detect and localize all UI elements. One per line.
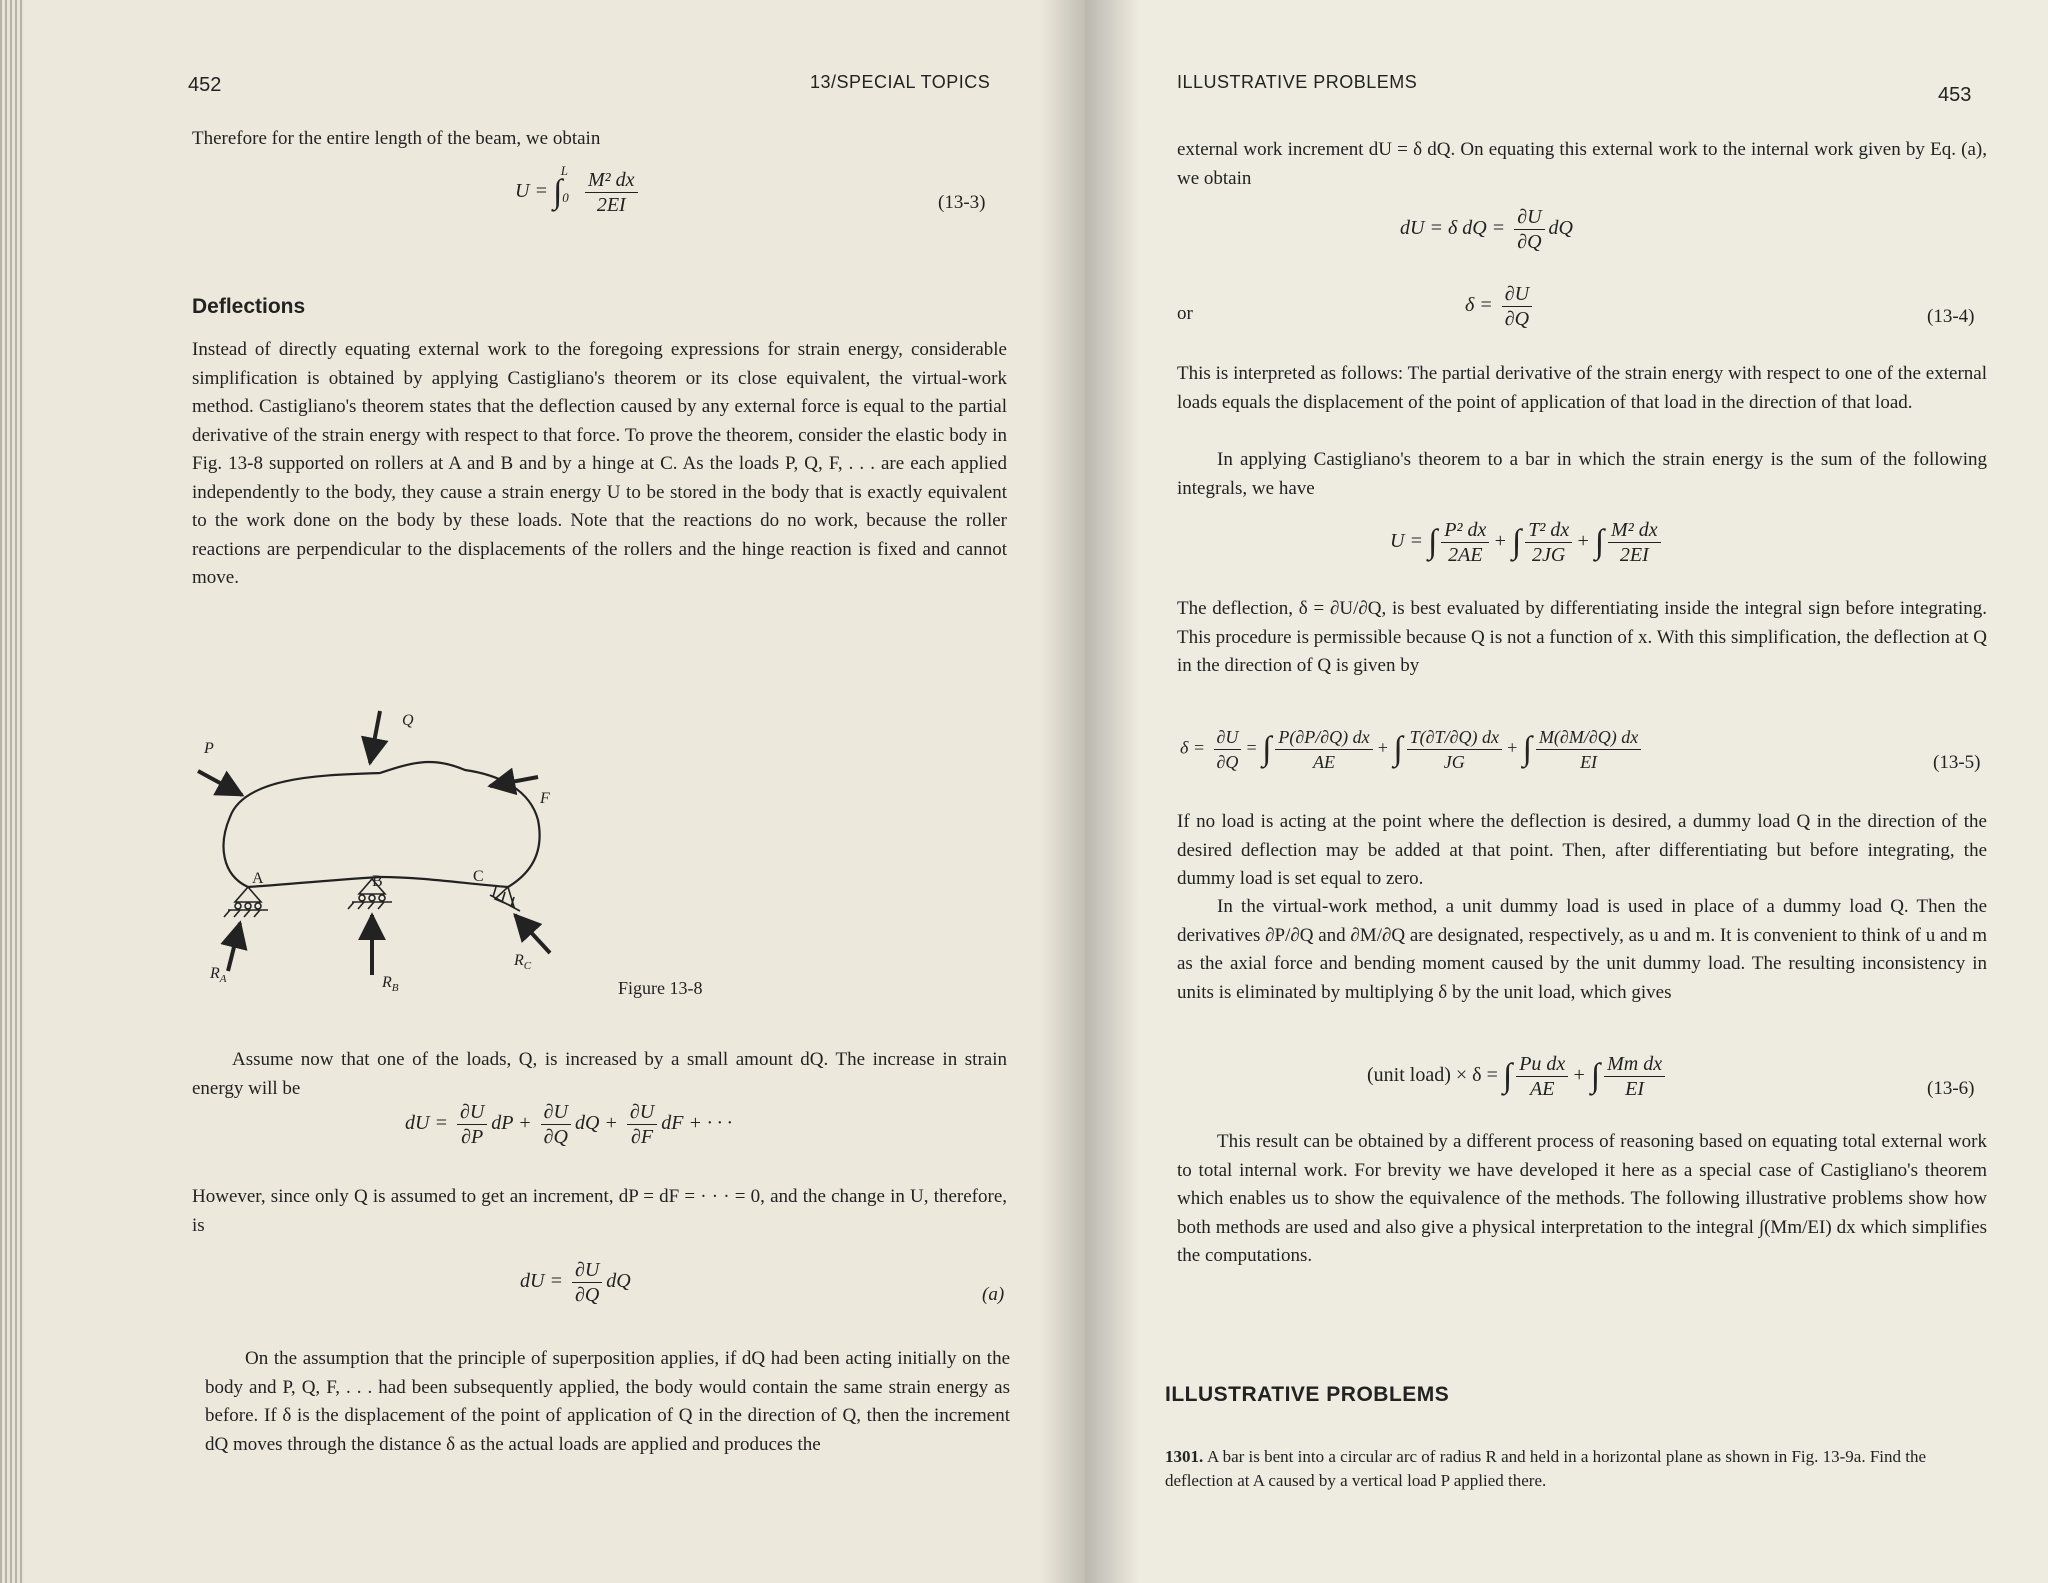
fraction <box>1516 1052 1568 1101</box>
page-number: 452 <box>188 74 222 96</box>
fraction <box>1407 725 1502 774</box>
fraction <box>1608 518 1661 567</box>
fraction <box>1514 205 1544 254</box>
numerator: M² dx <box>585 168 638 193</box>
equation-du-work <box>1400 205 1573 254</box>
denominator: ∂Q <box>1504 308 1530 330</box>
fraction <box>1536 725 1641 774</box>
eq-lhs: dU = <box>405 1112 448 1135</box>
problem-text: A bar is bent into a circular arc of radius R and held in a horizontal plane as shown in Fig. 13-9a. Find the deflection at A caused by a vertical load P applied there. <box>1165 1447 1927 1490</box>
applying-paragraph: In applying Castigliano's theorem to a bar in which the strain energy is the sum of the following integrals, we have <box>1177 449 1987 499</box>
continuation-paragraph: external work increment dU = δ dQ. On equating this external work to the internal work given by Eq. (a), we obtain <box>1177 139 1987 189</box>
eq-lhs: U = <box>1390 530 1423 553</box>
page-number: 453 <box>1938 84 1972 106</box>
denominator: AE <box>1530 1078 1555 1100</box>
fraction <box>1214 725 1242 774</box>
or-label: or <box>1177 303 1193 324</box>
numerator: M(∂M/∂Q) dx <box>1536 725 1641 750</box>
fraction <box>457 1100 487 1149</box>
roller-support-a <box>224 887 268 917</box>
eq-term: dQ + <box>574 1112 618 1135</box>
however-paragraph: However, since only Q is assumed to get an increment, dP = dF = · · · = 0, and the change in U, therefore, is <box>192 1186 1007 1236</box>
denominator: EI <box>1625 1078 1645 1100</box>
denominator: AE <box>1313 752 1336 772</box>
equation-number: (13-3) <box>938 192 986 213</box>
label-rb: $R_B$ <box>382 974 399 994</box>
fraction <box>1441 518 1489 567</box>
running-head: ILLUSTRATIVE PROBLEMS <box>1177 72 1418 92</box>
equation-number: (a) <box>982 1284 1005 1305</box>
numerator: ∂U <box>1502 282 1532 307</box>
eq-lhs: δ = <box>1465 294 1493 317</box>
equation-13-3 <box>515 163 642 217</box>
right-page <box>1085 0 2048 1583</box>
problem-1301 <box>1165 1445 1995 1493</box>
integral-sign: ∫ <box>552 173 563 211</box>
fraction <box>1604 1052 1665 1101</box>
equation-13-4 <box>1465 282 1536 331</box>
fraction <box>585 168 638 217</box>
equation-13-5: δ = $\frac{\partial U}{\partial Q}$ = ∫ $\frac{P(\partial P/\partial Q) dx}{AE}$ + ∫ $\frac{T(\partial T/\partial Q) dx}{JG}$ + ∫ $\frac{M(\partial M/\partial Q) dx}{EI}$ <box>1180 725 1645 774</box>
eq-lower-limit: 0 <box>562 190 569 206</box>
eq-lhs: δ = <box>1180 737 1206 758</box>
denominator: ∂Q <box>1216 752 1239 772</box>
figure-13-8 <box>190 695 610 1000</box>
numerator: ∂U <box>1214 725 1242 750</box>
virtual-work-paragraph: In the virtual-work method, a unit dummy load is used in place of a dummy load Q. Then the derivatives ∂P/∂Q and ∂M/∂Q are designated, respectively, as u and m. It is convenient to think of u and m as the axial force and bending moment caused by the unit dummy load. The resulting inconsistency in units is eliminated by multiplying δ by the unit load, which gives <box>1177 896 1987 1003</box>
figure-caption: Figure 13-8 <box>618 978 703 998</box>
page-edges <box>0 0 24 1583</box>
eq-lhs: dU = <box>520 1270 563 1293</box>
denominator: ∂P <box>461 1126 484 1148</box>
eq-term: dQ <box>606 1270 631 1293</box>
denominator: 2EI <box>1619 544 1649 566</box>
fraction <box>1525 518 1572 567</box>
equation-13-6: (unit load) × δ = ∫ $\frac{\text{Pu dx}}{AE}$ + ∫ $\frac{\text{Mm dx}}{EI}$ <box>1367 1052 1669 1101</box>
problem-number: 1301. <box>1165 1447 1204 1466</box>
section-heading: Deflections <box>192 295 306 318</box>
fraction <box>1275 725 1372 774</box>
eq-lhs: (unit load) × δ = <box>1367 1064 1498 1087</box>
label-f: F <box>540 790 550 807</box>
gutter-shadow <box>1085 0 1140 1583</box>
numerator: T² dx <box>1525 518 1572 543</box>
numerator: P(∂P/∂Q) dx <box>1275 725 1372 750</box>
dummy-load-paragraph: If no load is acting at the point where the deflection is desired, a dummy load Q in the direction of the desired deflection may be added at that point. Then, after differentiating but before integrating, the dummy load is set equal to zero. <box>1177 811 1987 889</box>
denominator: ∂F <box>631 1126 654 1148</box>
elastic-body-outline <box>224 762 540 887</box>
label-rc: $R_C$ <box>514 952 532 972</box>
eq-upper-limit: L <box>560 163 569 179</box>
deflections-paragraph: Instead of directly equating external work to the foregoing expressions for strain energy, considerable simplification is obtained by applying Castigliano's theorem or its close equivalent, the virtual-work method. Castigliano's theorem states that the deflection caused by any external force is equal to the partial derivative of the strain energy with respect to that force. To prove the theorem, consider the elastic body in Fig. 13-8 supported on rollers at A and B and by a hinge at C. As the loads P, Q, F, . . . are each applied independently to the body, they cause a strain energy U to be stored in the body that is exactly equivalent to the work done on the body by these loads. Note that the reactions do no work, because the roller reactions are perpendicular to the displacements of the rollers and the hinge reaction is fixed and cannot move. <box>192 339 1007 588</box>
numerator: Pu dx <box>1516 1052 1568 1077</box>
superposition-paragraph: On the assumption that the principle of superposition applies, if dQ had been acting initially on the body and P, Q, F, . . . had been subsequently applied, the body would contain the same strain energy as before. If δ is the displacement of the point of application of Q in the direction of Q, then the increment dQ moves through the distance δ as the actual loads are applied and produces the <box>205 1348 1010 1455</box>
intro-text: Therefore for the entire length of the beam, we obtain <box>192 128 601 149</box>
denominator: ∂Q <box>574 1284 600 1306</box>
numerator: ∂U <box>541 1100 571 1125</box>
eq-term: dQ <box>1548 217 1573 240</box>
denominator: 2JG <box>1532 544 1566 566</box>
denominator: 2EI <box>596 194 626 216</box>
equation-u-sum: U = ∫ $\frac{\text{P² dx}}{2AE}$ + ∫ $\frac{\text{T² dx}}{2JG}$ + ∫ $\frac{\text{M² dx}}{2EI}$ <box>1390 518 1665 567</box>
assume-paragraph: Assume now that one of the loads, Q, is increased by a small amount dQ. The increase in strain energy will be <box>192 1049 1007 1099</box>
reaction-arrow-rc <box>515 915 550 953</box>
eq-term: dP + <box>491 1112 532 1135</box>
label-b: B <box>372 873 383 890</box>
equation-number: (13-4) <box>1927 306 1975 327</box>
equation-du-expansion <box>405 1100 732 1149</box>
load-arrow-q <box>370 711 380 763</box>
numerator: ∂U <box>457 1100 487 1125</box>
eq-lhs: dU = δ dQ = <box>1400 217 1506 240</box>
numerator: ∂U <box>627 1100 657 1125</box>
numerator: Mm dx <box>1604 1052 1665 1077</box>
label-ra: $R_A$ <box>210 965 227 985</box>
denominator: 2AE <box>1448 544 1483 566</box>
equation-a <box>520 1258 631 1307</box>
label-a: A <box>252 870 264 887</box>
label-c: C <box>473 868 484 885</box>
eq-term: dF + · · · <box>661 1112 732 1135</box>
load-arrow-p <box>198 771 242 795</box>
numerator: T(∂T/∂Q) dx <box>1407 725 1502 750</box>
section-heading: ILLUSTRATIVE PROBLEMS <box>1165 1383 1450 1406</box>
hinge-support-c <box>490 887 520 911</box>
deflection-paragraph: The deflection, δ = ∂U/∂Q, is best evaluated by differentiating inside the integral sign before integrating. This procedure is permissible because Q is not a function of x. With this simplification, the deflection at Q in the direction of Q is given by <box>1177 598 1987 676</box>
reaction-arrow-ra <box>228 923 240 971</box>
denominator: ∂Q <box>1517 231 1542 253</box>
numerator: ∂U <box>572 1258 602 1283</box>
result-paragraph: This result can be obtained by a different process of reasoning based on equating total external work to total internal work. For brevity we have developed it here as a special case of Castigliano's theorem which enables us to show the equivalence of the methods. The following illustrative problems show how both methods are used and also give a physical interpretation to the integral ∫(Mm/EI) dx which simplifies the computations. <box>1177 1131 1987 1266</box>
fraction <box>541 1100 571 1149</box>
running-head: 13/SPECIAL TOPICS <box>810 72 991 92</box>
denominator: EI <box>1580 752 1598 772</box>
numerator: M² dx <box>1608 518 1661 543</box>
interpret-paragraph: This is interpreted as follows: The partial derivative of the strain energy with respect to one of the external loads equals the displacement of the point of application of that load in the direction of that load. <box>1177 363 1987 413</box>
label-q: Q <box>402 712 414 729</box>
equation-number: (13-5) <box>1933 752 1981 773</box>
fraction <box>627 1100 657 1149</box>
equation-number: (13-6) <box>1927 1078 1975 1099</box>
fraction <box>1502 282 1532 331</box>
numerator: ∂U <box>1514 205 1544 230</box>
denominator: JG <box>1443 752 1465 772</box>
gutter-shadow <box>1040 0 1085 1583</box>
numerator: P² dx <box>1441 518 1489 543</box>
label-p: P <box>204 740 214 757</box>
fraction <box>572 1258 602 1307</box>
roller-support-b <box>348 879 392 909</box>
eq-lhs: U = <box>515 180 548 203</box>
denominator: ∂Q <box>543 1126 568 1148</box>
